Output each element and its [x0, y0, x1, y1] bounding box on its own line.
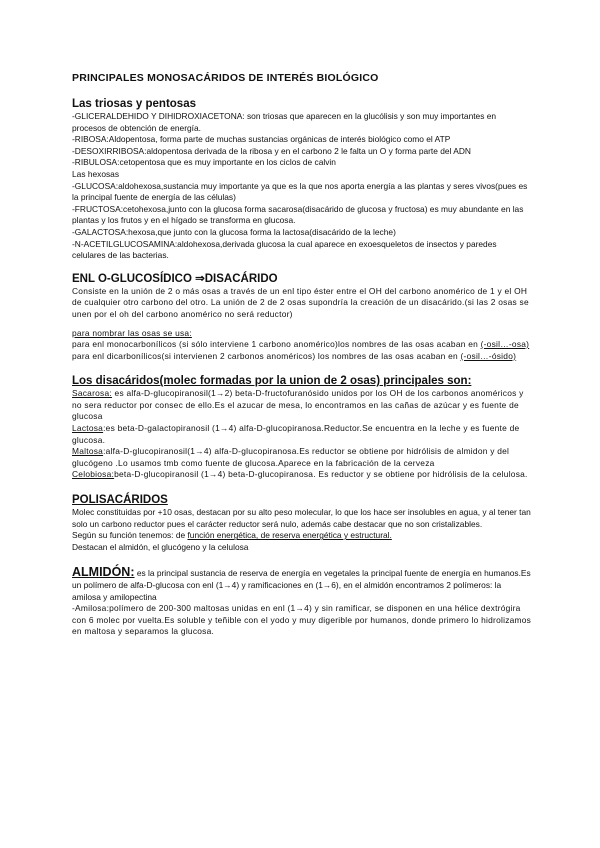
paragraph: Destacan el almidón, el glucógeno y la celulosa: [72, 541, 249, 552]
section-triosas-pentosas: [72, 97, 532, 262]
document-page: [72, 72, 532, 638]
paragraph-funcion: [72, 530, 532, 542]
section-heading-polisacaridos: POLISACÁRIDOS: [72, 494, 168, 507]
section-almidon: [72, 567, 532, 638]
item-name: Maltosa: [72, 446, 104, 457]
item-text: :es beta-D-galactopiranosil (1→4) alfa-D-glucopiranosa.Reductor.Se encuentra en la leche y es fuente de glucosa.: [72, 423, 520, 445]
paragraph-almidon: [72, 567, 532, 603]
disaccharide-item: [72, 446, 532, 469]
mono-suffix: (-osil…-osa): [480, 339, 530, 350]
mono-text: para enl monocarbonílicos (si sólo interviene 1 carbono anomérico)los nombres de las osas acaban en: [72, 339, 481, 350]
func-prefix: Según su función tenemos: de: [72, 530, 188, 541]
func-underlined: función energética, de reserva energética y estructural.: [187, 530, 392, 541]
item-text: beta-D-glucopiranosil (1→4) beta-D-glucopiranosa. Es reductor y se obtiene por hidrólisis de la celulosa.: [114, 469, 528, 480]
section-polisacaridos: [72, 493, 532, 553]
paragraph: -RIBOSA:Aldopentosa, forma parte de muchas sustancias orgánicas de interés biológico como el ATP: [72, 134, 451, 145]
paragraph: -N-ACETILGLUCOSAMINA:aldohexosa,derivada glucosa la cual aparece en exoesqueletos de insectos y paredes celulares de las bacterias.: [72, 238, 497, 261]
di-text: para enl dicarbonílicos(si intervienen 2 carbonos anoméricos) los nombres de las osas acaban en: [72, 350, 461, 361]
naming-label: para nombrar las osas se usa:: [72, 327, 192, 338]
paragraph: Molec constituidas por +10 osas, destacan por su alto peso molecular, lo que los hace ser insolubles en agua, y al tener tan solo un carbono reductor pues el carácter reductor será nulo, además cabe destacar que no son cristalizables.: [72, 507, 531, 529]
paragraph-dicarbonilicos: [72, 351, 532, 363]
item-name: Sacarosa:: [72, 388, 112, 399]
paragraph: -FRUCTOSA:cetohexosa,junto con la glucosa forma sacarosa(disacárido de glucosa y fructosa) es muy abundante en las plantas y los frutos y en el hígado se transforma en glucosa.: [72, 203, 524, 226]
di-suffix: (-osil…-ósido): [460, 350, 517, 361]
paragraph: -GLUCOSA:aldohexosa,sustancia muy importante ya que es la que nos aporta energía a las plantas y seres vivos(pues es la principal fuente de energía de las células): [72, 180, 528, 203]
section-heading-disacaridos: Los disacáridos(molec formadas por la union de 2 osas) principales son:: [72, 375, 472, 388]
item-text: es alfa-D-glucopiranosil(1→2) beta-D-fructofuranósido unidos por los OH de los carbonos anoméricos y no sera reductor por consec de ello.Es el azucar de mesa, lo encontramos en las cañas de azúcar y es fuente de glucosa: [72, 388, 524, 422]
paragraph-monocarbonilicos: [72, 339, 532, 351]
document-title: PRINCIPALES MONOSACÁRIDOS DE INTERÉS BIOLÓGICO: [72, 72, 379, 84]
paragraph: -RIBULOSA:cetopentosa que es muy importante en los ciclos de calvin: [72, 157, 336, 168]
section-heading-enlace: ENL O-GLUCOSÍDICO ⇒DISACÁRIDO: [72, 272, 278, 285]
disaccharide-item: [72, 423, 532, 446]
paragraph: Consiste en la unión de 2 o más osas a través de un enl tipo éster entre el OH del carbono anomérico de 1 y el OH de cualquier otro carbono del otro. La unión de 2 de 2 osas supondría la creación de un disacárido.(si las 2 osas se unen por el oh del carbono anomérico no será reductor): [72, 285, 529, 319]
section-heading-triosas: Las triosas y pentosas: [72, 98, 196, 110]
item-text: :alfa-D-glucopiranosil(1→4) alfa-D-glucopiranosa.Es reductor se obtiene por hidrólisis de almidon y del glucógeno .Lo usamos tmb como fuente de glucosa.Aparece en la fabricación de la cerveza: [72, 446, 510, 468]
paragraph: -GLICERALDEHIDO Y DIHIDROXIACETONA: son triosas que aparecen en la glucólisis y son muy importantes en procesos de obtención de energía.: [72, 111, 497, 133]
disaccharide-item: [72, 388, 532, 423]
item-name: Celobiosa:: [72, 469, 115, 480]
almidon-text: es la principal sustancia de reserva de energía en vegetales la principal fuente de energía en humanos.Es un polímero de alfa-D-glucosa con enl (1→4) y ramificaciones en (1→6), en el almidón encontramos 2 polímeros: la amilosa y amilopectina: [72, 568, 531, 602]
section-enlace-glucosidico: [72, 272, 532, 363]
section-heading-almidon: ALMIDÓN:: [72, 565, 135, 580]
section-disacaridos: [72, 374, 532, 481]
disaccharide-item: [72, 469, 532, 481]
item-name: Lactosa: [72, 423, 104, 434]
paragraph: -GALACTOSA:hexosa,que junto con la glucosa forma la lactosa(disacárido de la leche): [72, 226, 396, 237]
subheading-hexosas: Las hexosas: [72, 168, 120, 179]
paragraph: -DESOXIRRIBOSA:aldopentosa derivada de la ribosa y en el carbono 2 le falta un O y forma parte del ADN: [72, 145, 471, 156]
paragraph-amilosa: -Amilosa:polímero de 200-300 maltosas unidas en enl (1→4) y sin ramificar, se disponen en una hélice dextrógira con 6 molec por vuelta.Es soluble y teñible con el yodo y muy digerible por humanos, donde primero lo hidrolizamos en maltosa y separamos la glucosa.: [72, 603, 532, 637]
